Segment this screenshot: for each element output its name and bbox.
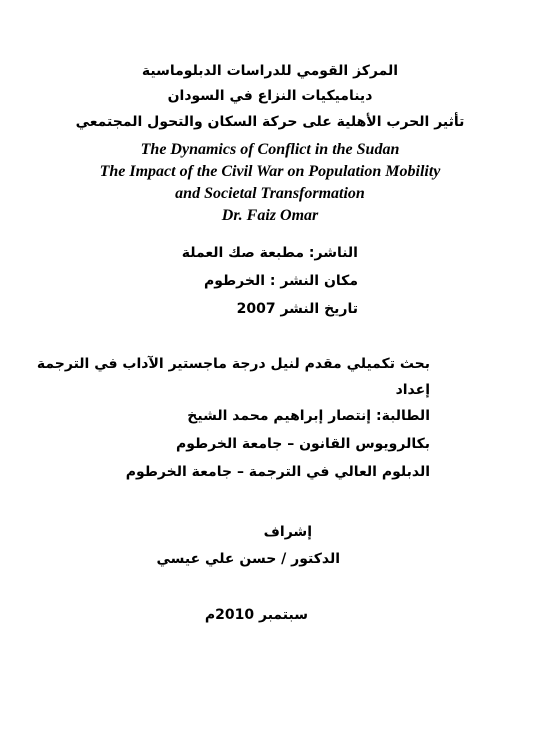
publisher-line: الناشر: مطبعة صك العملة: [181, 245, 358, 261]
supervision-label: إشراف: [263, 524, 312, 540]
title-english-subtitle-line2: and Societal Transformation: [175, 185, 365, 202]
supervisor-name: الدكتور / حسن علي عيسي: [156, 551, 340, 567]
publication-date-line: تاريخ النشر 2007: [236, 301, 358, 317]
thesis-purpose: بحث تكميلي مقدم لنيل درجة ماجستير الآداب في الترجمة: [36, 356, 430, 372]
publication-place-line: مكان النشر : الخرطوم: [203, 273, 358, 289]
title-english-main: The Dynamics of Conflict in the Sudan: [140, 141, 400, 158]
student-name: الطالبة: إنتصار إبراهيم محمد الشيخ: [187, 408, 430, 424]
title-arabic-subtitle: تأثير الحرب الأهلية على حركة السكان والتحول المجتمعي: [75, 114, 465, 130]
institution-name: المركز القومي للدراسات الدبلوماسية: [141, 63, 399, 79]
title-arabic-main: ديناميكيات النزاع في السودان: [167, 88, 373, 104]
author-english: Dr. Faiz Omar: [221, 207, 319, 224]
title-english-subtitle-line1: The Impact of the Civil War on Population Mobility: [99, 163, 441, 180]
student-degree-2: الدبلوم العالي في الترجمة – جامعة الخرطوم: [125, 464, 430, 480]
prepared-by-label: إعداد: [395, 382, 430, 398]
submission-date: سبتمبر 2010م: [204, 607, 308, 623]
student-degree-1: بكالرويوس القانون – جامعة الخرطوم: [175, 436, 430, 452]
